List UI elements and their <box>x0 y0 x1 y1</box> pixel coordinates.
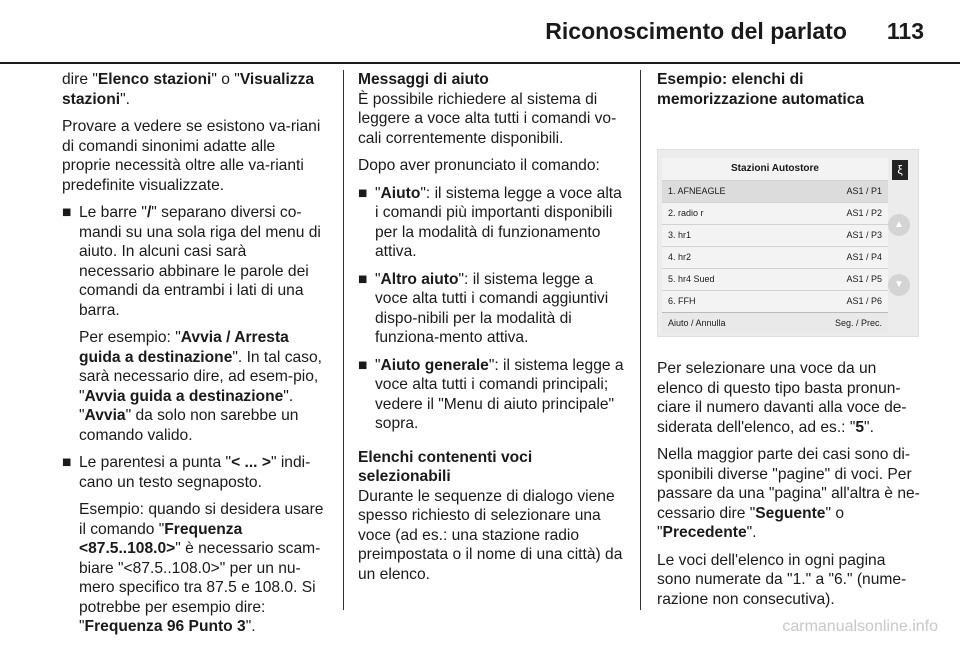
bullet-aiuto: ■ "Aiuto": il sistema legge a voce alta i comandi più importanti disponibili per la modalità di funzionamento attiva. <box>358 184 622 260</box>
paragraph-help-intro: È possibile richiedere al sistema di leggere a voce alta tutti i comandi vo-cali correntemente disponibili. <box>358 90 617 147</box>
paragraph-dire: dire "Elenco stazioni" o "Visualizza stazioni". <box>62 71 315 108</box>
bullet-square-icon: ■ <box>358 184 368 202</box>
column-divider-1 <box>343 70 344 610</box>
bullet-square-icon: ■ <box>62 454 72 471</box>
paragraph-select-item: Per selezionare una voce da un elenco di questo tipo basta pronun-ciare il numero davanti alla voce de-siderata dell'elenco, ad es.: "5". <box>657 360 907 436</box>
bullet-square-icon: ■ <box>358 356 368 374</box>
paragraph-bars-example: Per esempio: "Avvia / Arresta guida a destinazione". In tal caso, sarà necessario dire, ad esem-pio, "Avvia guida a destinazione". "Avvia" da solo non sarebbe un comando valido. <box>79 329 322 444</box>
paragraph-brackets-example: Esempio: quando si desidera usare il comando "Frequenza <87.5..108.0>" è necessario scam-biare "<87.5..108.0>" per un nu-mero specifico tra 87.5 e 108.0. Si potrebbe per esempio dire: "Frequenza 96 Punto 3". <box>79 501 324 635</box>
bullet-bars: ■ Le barre "/" separano diversi co-mandi su una sola riga del menu di aiuto. In alcuni casi sarà necessario abbinare le parole dei comandi da entrambi i lati di una barra. <box>62 204 321 319</box>
paragraph-selectable-lists: Durante le sequenze di dialogo viene spesso richiesto di selezionare una voce (ad es.: una stazione radio preimpostata o il nome di una città) da un elenco. <box>358 487 623 583</box>
station-row: 2. radio r AS1 / P2 <box>662 202 888 224</box>
autostore-screenshot <box>657 149 919 337</box>
station-row: 1. AFNEAGLE AS1 / P1 <box>662 180 888 202</box>
scroll-down-icon: ▼ <box>888 274 910 296</box>
station-row: 5. hr4 Sued AS1 / P5 <box>662 268 888 290</box>
scroll-up-icon: ▲ <box>888 214 910 236</box>
heading-help-messages: Messaggi di aiuto <box>358 71 489 88</box>
station-row: 6. FFH AS1 / P6 <box>662 290 888 312</box>
bullet-altro-aiuto: ■ "Altro aiuto": il sistema legge a voce alta tutti i comandi aggiuntivi dispo-nibili per la modalità di funziona-mento attiva. <box>358 270 609 346</box>
page-header <box>545 18 924 45</box>
heading-selectable-lists: Elenchi contenenti voci selezionabili <box>358 448 533 485</box>
bullet-square-icon: ■ <box>358 270 368 288</box>
station-list <box>662 158 888 330</box>
bullet-brackets: ■ Le parentesi a punta "< ... >" indi-cano un testo segnaposto. <box>62 454 311 491</box>
heading-autostore-example: Esempio: elenchi di memorizzazione automatica <box>657 71 865 108</box>
speech-icon: ξ <box>892 160 908 180</box>
watermark: carmanualsonline.info <box>782 618 938 635</box>
station-list-title: Stazioni Autostore <box>731 163 819 174</box>
paragraph-after-command: Dopo aver pronunciato il comando: <box>358 157 600 174</box>
column-right <box>657 70 922 617</box>
column-left <box>62 70 326 645</box>
station-row: 4. hr2 AS1 / P4 <box>662 246 888 268</box>
column-middle <box>358 70 626 592</box>
header-rule <box>0 62 960 64</box>
paragraph-pages: Nella maggior parte dei casi sono di-sponibili diverse "pagine" di voci. Per passare da una "pagina" all'altra è ne-cessario dire "Seguente" o "Precedente". <box>657 446 920 541</box>
paragraph-numbering: Le voci dell'elenco in ogni pagina sono numerate da "1." a "6." (nume-razione non consecutiva). <box>657 551 907 608</box>
column-divider-2 <box>640 70 641 610</box>
bullet-aiuto-generale: ■ "Aiuto generale": il sistema legge a voce alta tutti i comandi principali; vedere il "Menu di aiuto principale" sopra. <box>358 356 624 432</box>
page-title: Riconoscimento del parlato <box>545 18 847 44</box>
station-row: 3. hr1 AS1 / P3 <box>662 224 888 246</box>
station-list-footer: Aiuto / Annulla Seg. / Prec. <box>662 312 888 333</box>
page-number: 113 <box>886 18 924 44</box>
bullet-square-icon: ■ <box>62 204 72 221</box>
paragraph-synonyms: Provare a vedere se esistono va-riani di comandi sinonimi adatte alle proprie necessità oltre alle va-rianti predefinite visualizzate. <box>62 118 321 194</box>
